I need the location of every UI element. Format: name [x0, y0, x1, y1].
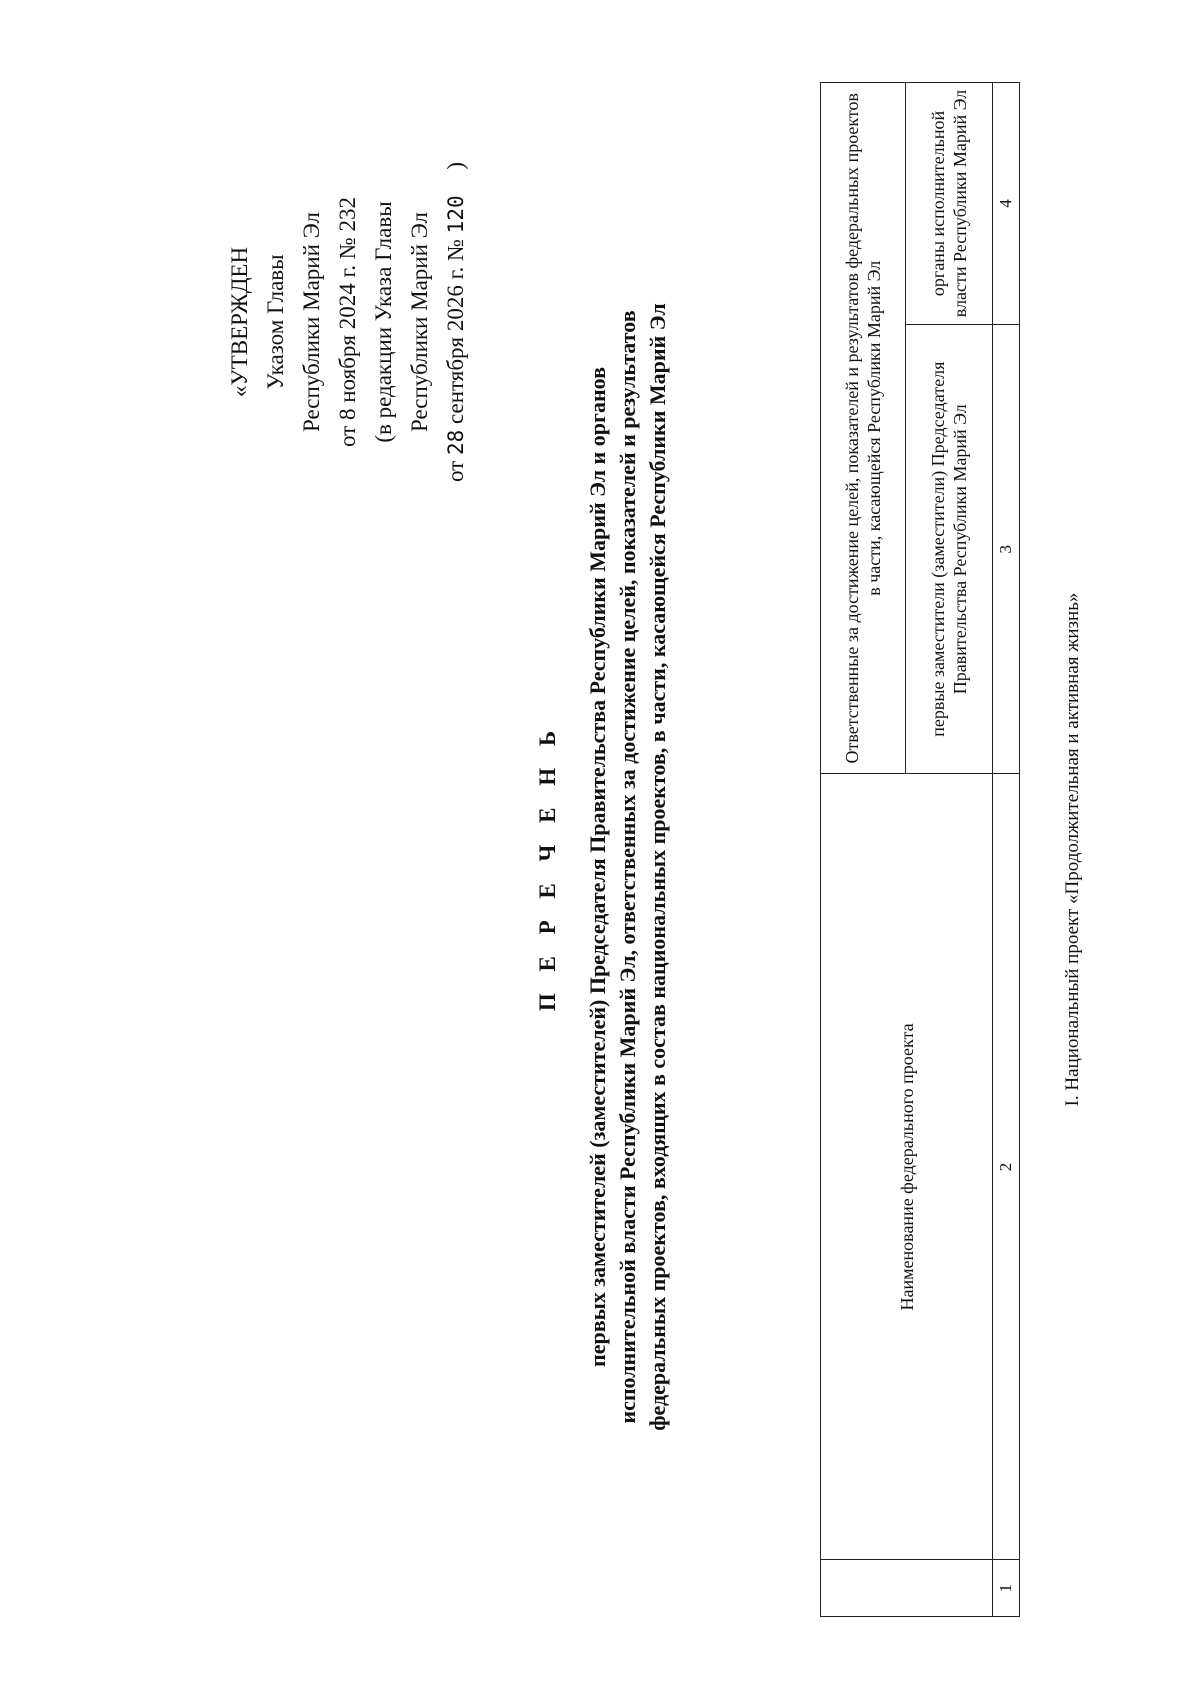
document-subtitle: первых заместителей (заместителей) Председателя Правительства Республики Марий Эл и органов исполнительной власти Республики Марий Эл, ответственных за достижение целей, показателей и результатов федеральных проектов, входящих в состав национальных проектов, в части, касающейся Республики Марий Эл — [585, 303, 670, 1431]
table-header-row — [821, 83, 906, 1617]
table-header-cell-empty — [821, 1560, 993, 1617]
approval-line: Указом Главы — [263, 254, 288, 390]
table-header-project-name: Наименование федерального проекта — [821, 774, 993, 1560]
title-block — [535, 167, 673, 1567]
section-heading: I. Национальный проект «Продолжительная и активная жизнь» — [1062, 592, 1083, 1107]
approval-line: от 8 ноября 2024 г. № 232 — [335, 197, 360, 448]
approval-line: Республики Марий Эл — [299, 211, 324, 433]
table-header-responsible: Ответственные за достижение целей, показателей и результатов федеральных проектов в части, касающейся Республики Марий Эл — [821, 83, 906, 774]
responsibility-table — [820, 82, 1020, 1617]
approval-month-year: сентября 2026 г. № — [443, 239, 468, 424]
table-header-deputies: первые заместители (заместители) Председателя Правительства Республики Марий Эл — [906, 324, 993, 774]
table-header-authorities: органы исполнительной власти Республики Марий Эл — [906, 83, 993, 325]
approval-number: 120 — [444, 195, 468, 234]
column-number: 4 — [993, 83, 1020, 325]
column-number: 2 — [993, 774, 1020, 1560]
document-title: П Е Р Е Ч Е Н Ь — [535, 722, 560, 1012]
approval-stamp — [222, 82, 474, 562]
table-number-row — [993, 83, 1020, 1617]
approval-day: 28 — [444, 429, 468, 456]
approval-close-paren: ) — [443, 161, 468, 170]
column-number: 1 — [993, 1560, 1020, 1617]
approval-line: Республики Марий Эл — [407, 211, 432, 433]
approval-prefix: от — [443, 460, 468, 483]
approval-line: «УТВЕРЖДЕН — [227, 246, 252, 398]
approval-line: (в редакции Указа Главы — [371, 201, 396, 443]
approval-date-line — [438, 82, 474, 562]
column-number: 3 — [993, 324, 1020, 774]
